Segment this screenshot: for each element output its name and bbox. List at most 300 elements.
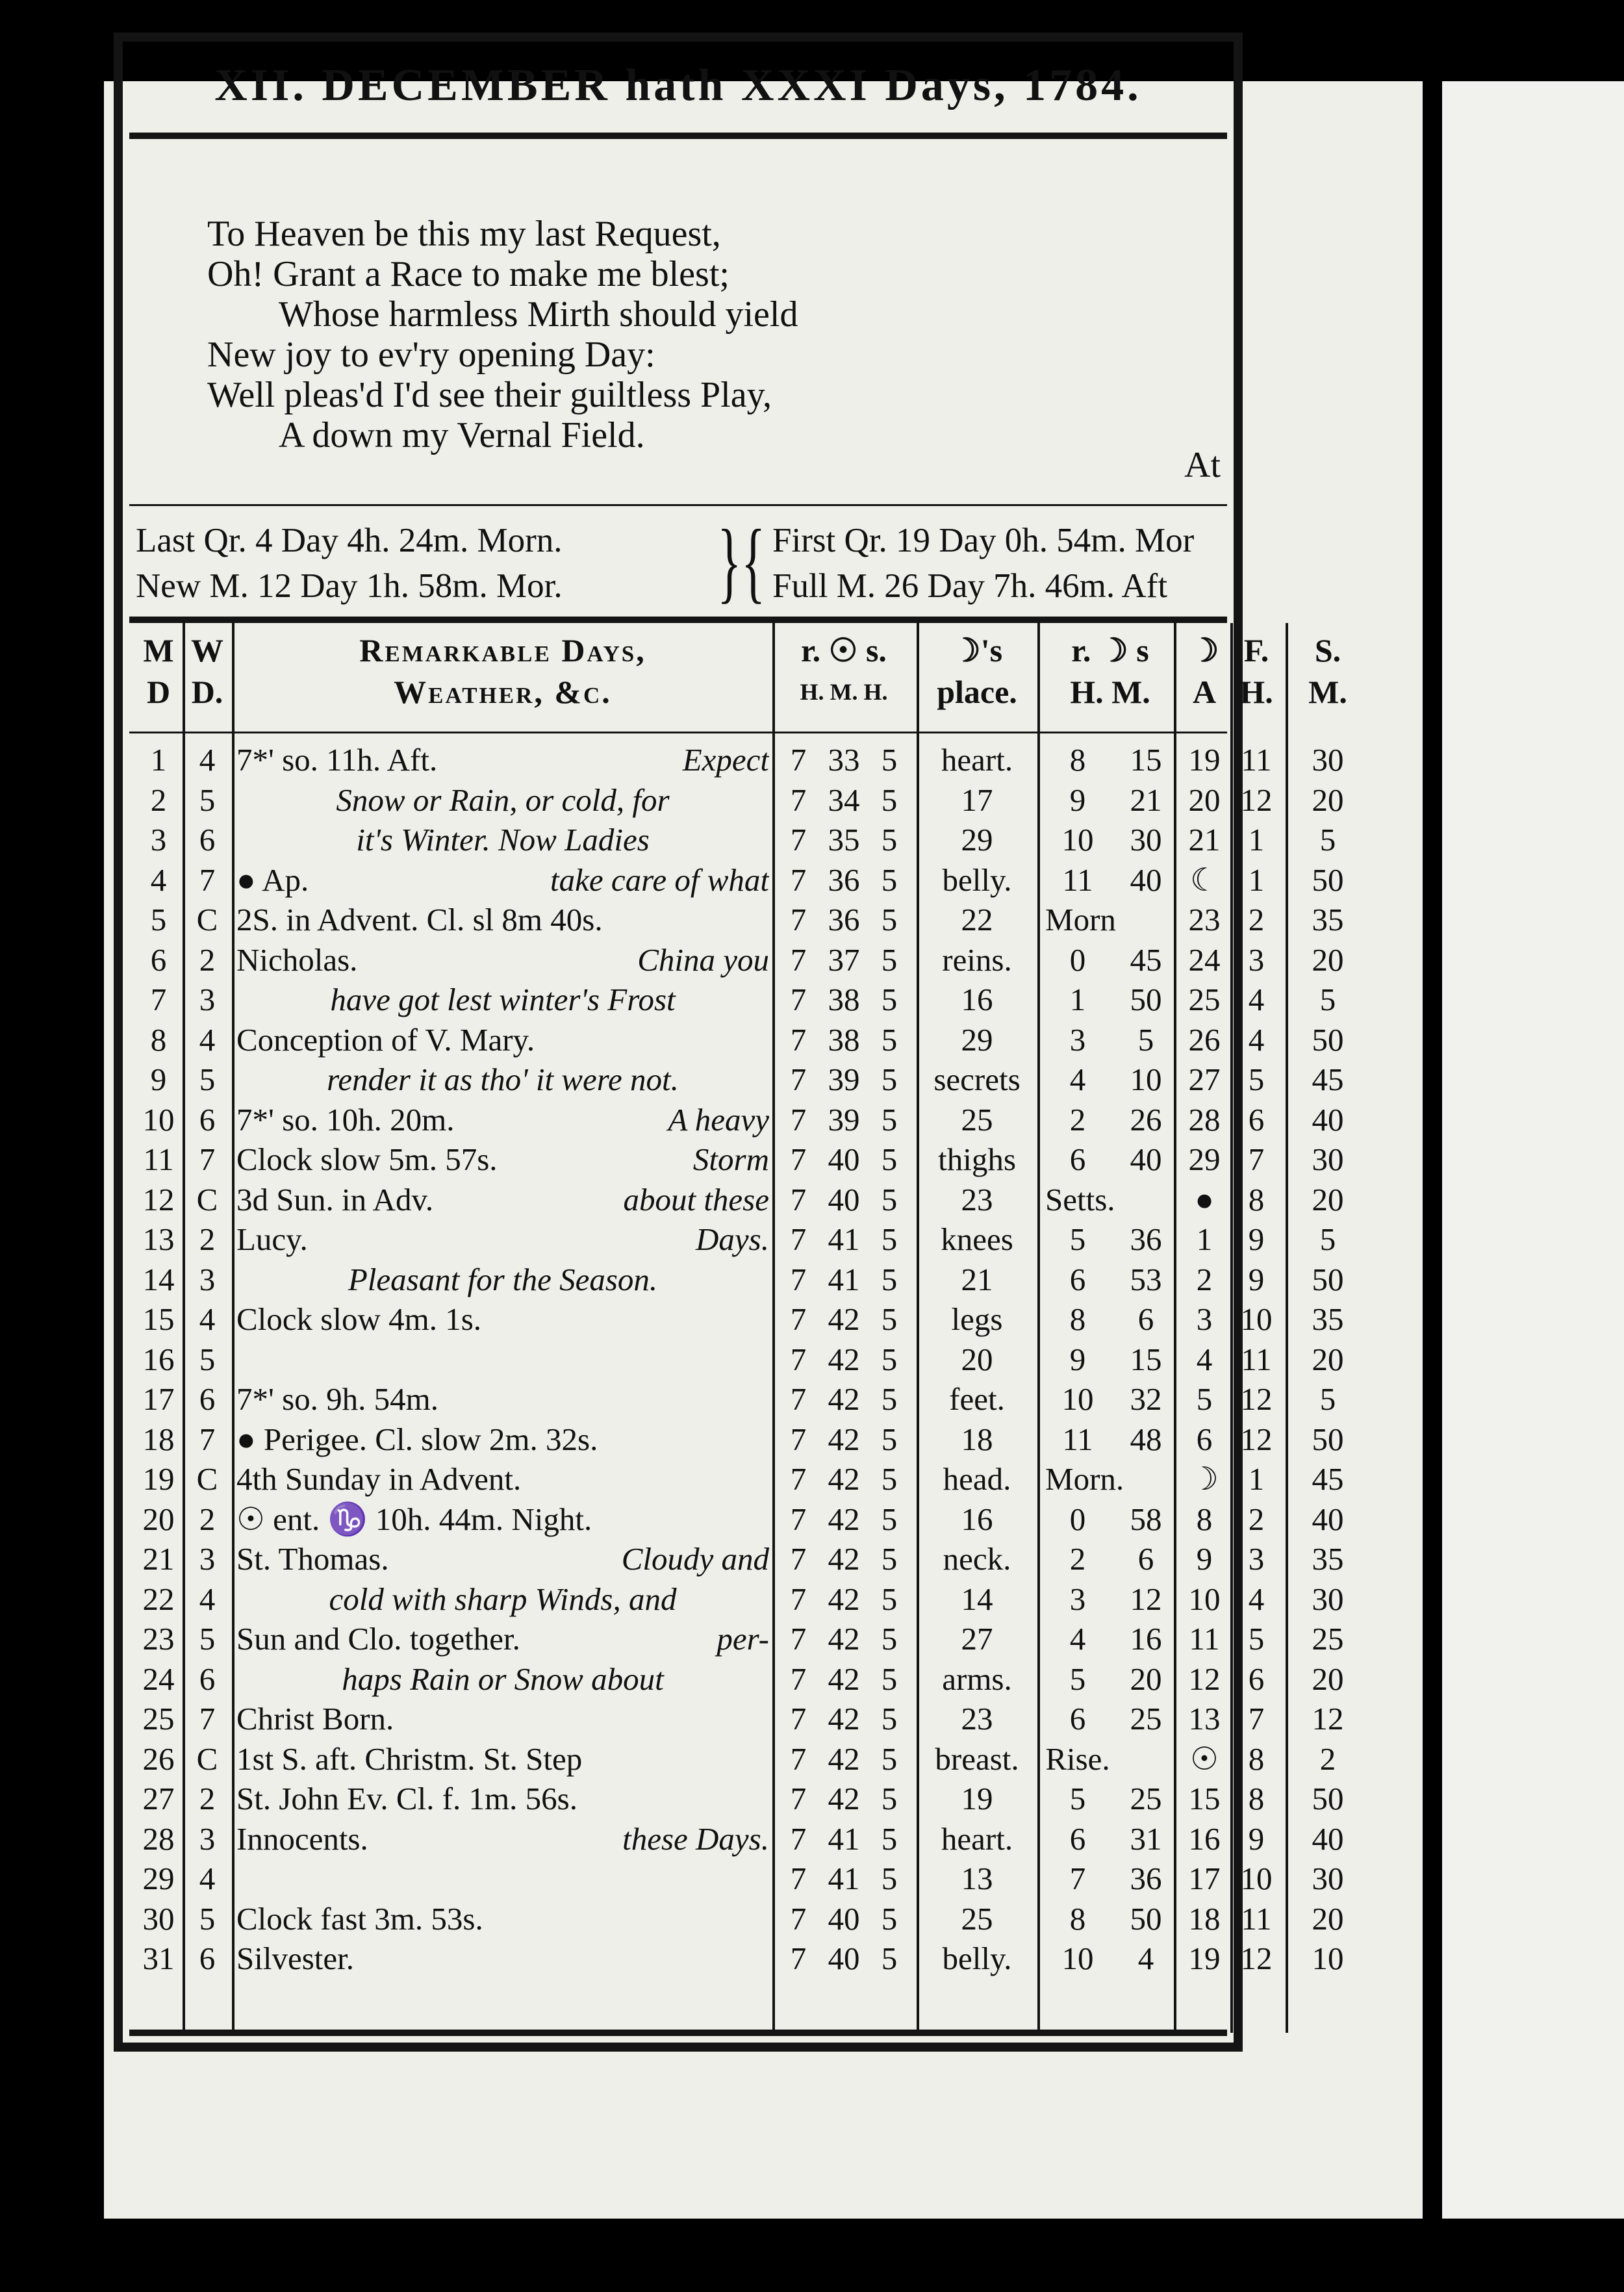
- remarkable-days-text: Conception of V. Mary.: [236, 1021, 535, 1058]
- sunset-hour: 5: [881, 1781, 898, 1816]
- moon-place: feet.: [949, 1381, 1005, 1417]
- sunrise-minute: 42: [828, 1341, 860, 1377]
- sunset-hour: 5: [881, 1221, 898, 1257]
- table-row: [123, 1420, 1344, 1460]
- full-sea-hour: 1: [1248, 861, 1265, 898]
- table-row: [123, 1379, 1336, 1420]
- remarkable-days: [236, 740, 769, 780]
- sunrise-hour: 7: [790, 1740, 807, 1777]
- moon-rise-hour: 3: [1069, 1581, 1086, 1617]
- moon-rise-minute: 40: [1130, 1141, 1162, 1177]
- day-of-month: 31: [142, 1941, 175, 1976]
- day-of-week: C: [196, 1181, 218, 1217]
- weather-text: cold with sharp Winds, and: [329, 1581, 677, 1617]
- weather-text: haps Rain or Snow about: [342, 1661, 664, 1697]
- full-sea-minute: 50: [1312, 1421, 1344, 1457]
- moon-rise-minute: 20: [1130, 1661, 1162, 1697]
- day-of-month: 22: [142, 1581, 175, 1617]
- table-row: [123, 1819, 1344, 1859]
- moon-age: 16: [1188, 1820, 1221, 1857]
- sunset-hour: 5: [881, 902, 898, 937]
- phase-last-quarter: Last Qr. 4 Day 4h. 24m. Morn.: [136, 522, 563, 559]
- table-row: [123, 1260, 1344, 1300]
- sunrise-minute: 40: [828, 1900, 860, 1937]
- sunset-hour: 5: [881, 982, 898, 1017]
- full-sea-hour: 7: [1248, 1701, 1265, 1737]
- remarkable-days: [236, 1819, 769, 1859]
- sunset-hour: 5: [881, 742, 898, 778]
- full-sea-minute: 45: [1312, 1062, 1344, 1097]
- moon-age: 3: [1196, 1301, 1213, 1337]
- full-sea-minute: 20: [1312, 941, 1344, 978]
- weather-text: China you: [637, 941, 769, 978]
- moon-place: breast.: [935, 1740, 1019, 1777]
- calendar-frame: [114, 32, 1347, 2052]
- sunrise-hour: 7: [790, 822, 807, 858]
- moon-rise-hour: 10: [1061, 1381, 1094, 1417]
- sunrise-hour: 7: [790, 1341, 807, 1377]
- sunrise-hour: 7: [790, 861, 807, 898]
- sunrise-minute: 42: [828, 1461, 860, 1497]
- moon-age: 4: [1196, 1341, 1213, 1377]
- remarkable-days: [236, 1739, 769, 1779]
- table-row: [123, 780, 1344, 821]
- sunset-hour: 5: [881, 1941, 898, 1976]
- moon-age: 19: [1188, 1941, 1221, 1976]
- day-of-week: 5: [199, 1621, 216, 1657]
- sunrise-hour: 7: [790, 1181, 807, 1217]
- remarkable-days-text: 7*' so. 9h. 54m.: [236, 1381, 439, 1417]
- moon-place: 13: [961, 1861, 993, 1896]
- header-remarkable-1: Remarkable Days,: [359, 632, 646, 668]
- remarkable-days: [236, 980, 769, 1020]
- sunset-hour: 5: [881, 1181, 898, 1217]
- moon-place: heart.: [941, 1820, 1013, 1857]
- moon-rise-minute: 36: [1130, 1221, 1162, 1257]
- moon-place: 16: [961, 1501, 993, 1537]
- day-of-month: 2: [150, 782, 167, 818]
- sunrise-minute: 40: [828, 1941, 860, 1976]
- day-of-month: 17: [142, 1381, 175, 1417]
- sunrise-minute: 42: [828, 1740, 860, 1777]
- full-sea-minute: 40: [1312, 1501, 1344, 1537]
- moon-rise-hour: 6: [1069, 1701, 1086, 1737]
- full-sea-minute: 30: [1312, 742, 1344, 778]
- weather-text: have got lest winter's Frost: [330, 982, 676, 1017]
- moon-rise-minute: 36: [1130, 1861, 1162, 1896]
- full-sea-minute: 20: [1312, 1181, 1344, 1217]
- remarkable-days: [236, 1779, 769, 1819]
- moon-place: 14: [961, 1581, 993, 1617]
- remarkable-days-text: 4th Sunday in Advent.: [236, 1461, 522, 1497]
- table-row: [123, 1739, 1336, 1779]
- full-sea-hour: 3: [1248, 941, 1265, 978]
- phases-brace: }{: [717, 511, 766, 612]
- phases-top-rule: [129, 504, 1227, 506]
- full-sea-hour: 12: [1240, 1421, 1273, 1457]
- full-sea-hour: 3: [1248, 1541, 1265, 1577]
- full-sea-minute: 50: [1312, 861, 1344, 898]
- table-row: [123, 1299, 1344, 1340]
- moon-rise-hour: 9: [1069, 782, 1086, 818]
- moon-place: 25: [961, 1101, 993, 1138]
- moon-rise-minute: 32: [1130, 1381, 1162, 1417]
- sunrise-minute: 42: [828, 1581, 860, 1617]
- full-sea-minute: 50: [1312, 1261, 1344, 1297]
- remarkable-days-text: Innocents.: [236, 1820, 368, 1857]
- remarkable-days: [236, 1499, 769, 1540]
- remarkable-days: [236, 1140, 769, 1180]
- sunrise-hour: 7: [790, 1541, 807, 1577]
- header-top-rule: [129, 617, 1227, 623]
- day-of-week: 7: [199, 1421, 216, 1457]
- day-of-month: 9: [150, 1062, 167, 1097]
- moon-age: 21: [1188, 822, 1221, 858]
- moon-place: neck.: [943, 1541, 1011, 1577]
- full-sea-hour: 4: [1248, 1581, 1265, 1617]
- full-sea-hour: 5: [1248, 1621, 1265, 1657]
- remarkable-days: [236, 900, 769, 940]
- full-sea-minute: 20: [1312, 782, 1344, 818]
- sunrise-minute: 42: [828, 1781, 860, 1816]
- moon-place: belly.: [942, 861, 1012, 898]
- sunset-hour: 5: [881, 1421, 898, 1457]
- table-row: [123, 860, 1344, 900]
- table-row: [123, 1939, 1344, 1979]
- sunrise-minute: 42: [828, 1501, 860, 1537]
- sunrise-minute: 42: [828, 1421, 860, 1457]
- moon-place: arms.: [942, 1661, 1012, 1697]
- moon-age: ●: [1195, 1181, 1214, 1217]
- remarkable-days-text: Clock slow 4m. 1s.: [236, 1301, 482, 1337]
- full-sea-hour: 4: [1248, 1021, 1265, 1058]
- sunset-hour: 5: [881, 1261, 898, 1297]
- sunrise-hour: 7: [790, 742, 807, 778]
- moon-place: 25: [961, 1900, 993, 1937]
- sunrise-hour: 7: [790, 1221, 807, 1257]
- full-sea-hour: 4: [1248, 982, 1265, 1017]
- day-of-month: 10: [142, 1101, 175, 1138]
- table-row: [123, 1699, 1344, 1739]
- full-sea-minute: 30: [1312, 1861, 1344, 1896]
- header-sun-2: H. M. H.: [800, 679, 888, 705]
- moon-rise-hour: 2: [1069, 1101, 1086, 1138]
- remarkable-days: [236, 1539, 769, 1579]
- moon-rise-minute: 50: [1130, 1900, 1162, 1937]
- table-row: [123, 980, 1336, 1020]
- day-of-week: C: [196, 1740, 218, 1777]
- verse-line: To Heaven be this my last Request,: [207, 214, 721, 254]
- day-of-month: 30: [142, 1900, 175, 1937]
- column-separator: [1286, 623, 1288, 2033]
- moon-rise-minute: 6: [1137, 1301, 1154, 1337]
- remarkable-days-text: Christ Born.: [236, 1701, 394, 1737]
- sunset-hour: 5: [881, 1461, 898, 1497]
- sunrise-hour: 7: [790, 1781, 807, 1816]
- moon-rise-hour: 5: [1069, 1781, 1086, 1816]
- moon-place: 29: [961, 1021, 993, 1058]
- weather-text: Pleasant for the Season.: [348, 1261, 658, 1297]
- day-of-month: 23: [142, 1621, 175, 1657]
- day-of-month: 24: [142, 1661, 175, 1697]
- moon-age: ☉: [1190, 1740, 1219, 1777]
- day-of-month: 7: [150, 982, 167, 1017]
- sunset-hour: 5: [881, 941, 898, 978]
- day-of-month: 15: [142, 1301, 175, 1337]
- moon-rise-hour: 10: [1061, 822, 1094, 858]
- remarkable-days-text: 7*' so. 11h. Aft.: [236, 742, 438, 778]
- remarkable-days-text: Nicholas.: [236, 941, 358, 978]
- day-of-month: 11: [143, 1141, 174, 1177]
- weather-text: these Days.: [622, 1820, 769, 1857]
- moon-age: 23: [1188, 902, 1221, 937]
- sunrise-minute: 42: [828, 1701, 860, 1737]
- weather-text: about these: [623, 1181, 769, 1217]
- moon-rise-hour: 8: [1069, 1900, 1086, 1937]
- moon-place: 27: [961, 1621, 993, 1657]
- full-sea-hour: 12: [1240, 1941, 1273, 1976]
- header-sea-min-2: M.: [1308, 674, 1347, 710]
- day-of-week: 5: [199, 782, 216, 818]
- full-sea-minute: 40: [1312, 1101, 1344, 1138]
- remarkable-days-text: Silvester.: [236, 1941, 355, 1976]
- day-of-week: C: [196, 1461, 218, 1497]
- day-of-week: 6: [199, 1941, 216, 1976]
- day-of-week: 4: [199, 1021, 216, 1058]
- moon-rise-hour: 3: [1069, 1021, 1086, 1058]
- full-sea-minute: 50: [1312, 1021, 1344, 1058]
- table-row: [123, 1899, 1344, 1939]
- moon-rise-hour: 1: [1069, 982, 1086, 1017]
- sunrise-minute: 39: [828, 1062, 860, 1097]
- full-sea-hour: 5: [1248, 1062, 1265, 1097]
- moon-place: 23: [961, 1181, 993, 1217]
- day-of-month: 16: [142, 1341, 175, 1377]
- moon-rise-minute: 58: [1130, 1501, 1162, 1537]
- moon-age: 19: [1188, 742, 1221, 778]
- day-of-month: 8: [150, 1021, 167, 1058]
- full-sea-minute: 35: [1312, 902, 1344, 937]
- sunset-hour: 5: [881, 1661, 898, 1697]
- sunrise-hour: 7: [790, 1581, 807, 1617]
- table-row: [123, 1060, 1344, 1100]
- moon-place: 16: [961, 982, 993, 1017]
- moon-rise-hour: 4: [1069, 1062, 1086, 1097]
- moon-rise-hour: Morn: [1045, 902, 1116, 937]
- sunset-hour: 5: [881, 1341, 898, 1377]
- sunrise-minute: 36: [828, 861, 860, 898]
- moon-rise-hour: 4: [1069, 1621, 1086, 1657]
- table-row: [123, 1859, 1344, 1899]
- moon-place: 22: [961, 902, 993, 937]
- moon-age: 11: [1189, 1621, 1220, 1657]
- full-sea-minute: 20: [1312, 1900, 1344, 1937]
- weather-text: Cloudy and: [621, 1541, 769, 1577]
- remarkable-days-text: ☉ ent. ♑ 10h. 44m. Night.: [236, 1501, 592, 1537]
- full-sea-minute: 10: [1312, 1941, 1344, 1976]
- sunrise-minute: 42: [828, 1381, 860, 1417]
- day-of-month: 29: [142, 1861, 175, 1896]
- full-sea-minute: 40: [1312, 1820, 1344, 1857]
- remarkable-days: [236, 1659, 769, 1700]
- full-sea-minute: 5: [1319, 1381, 1336, 1417]
- remarkable-days: [236, 940, 769, 980]
- weather-text: render it as tho' it were not.: [327, 1062, 679, 1097]
- moon-age: 10: [1188, 1581, 1221, 1617]
- moon-age: 25: [1188, 982, 1221, 1017]
- full-sea-minute: 30: [1312, 1141, 1344, 1177]
- full-sea-hour: 8: [1248, 1181, 1265, 1217]
- phase-first-quarter: First Qr. 19 Day 0h. 54m. Mor: [772, 522, 1195, 559]
- full-sea-hour: 9: [1248, 1221, 1265, 1257]
- moon-rise-minute: 25: [1130, 1781, 1162, 1816]
- table-row: [123, 900, 1344, 940]
- sunset-hour: 5: [881, 1701, 898, 1737]
- sunrise-hour: 7: [790, 1101, 807, 1138]
- moon-rise-hour: 8: [1069, 1301, 1086, 1337]
- sunset-hour: 5: [881, 1861, 898, 1896]
- moon-age: 15: [1188, 1781, 1221, 1816]
- sunrise-hour: 7: [790, 1141, 807, 1177]
- day-of-week: 5: [199, 1900, 216, 1937]
- day-of-month: 25: [142, 1701, 175, 1737]
- table-row: [123, 1020, 1344, 1060]
- day-of-month: 27: [142, 1781, 175, 1816]
- day-of-month: 3: [150, 822, 167, 858]
- moon-rise-hour: 5: [1069, 1221, 1086, 1257]
- day-of-week: C: [196, 902, 218, 937]
- full-sea-minute: 12: [1312, 1701, 1344, 1737]
- table-row: [123, 740, 1344, 780]
- moon-age: 18: [1188, 1900, 1221, 1937]
- day-of-week: 7: [199, 861, 216, 898]
- sunrise-minute: 38: [828, 1021, 860, 1058]
- weather-text: it's Winter. Now Ladies: [356, 822, 650, 858]
- table-row: [123, 1219, 1336, 1260]
- remarkable-days-text: 7*' so. 10h. 20m.: [236, 1101, 455, 1138]
- moon-rise-hour: 0: [1069, 941, 1086, 978]
- sunset-hour: 5: [881, 1021, 898, 1058]
- sunrise-minute: 41: [828, 1861, 860, 1896]
- header-moon-rise-1: r. ☽ s: [1071, 632, 1149, 668]
- remarkable-days-text: Clock fast 3m. 53s.: [236, 1900, 483, 1937]
- moon-place: head.: [943, 1461, 1011, 1497]
- day-of-month: 26: [142, 1740, 175, 1777]
- sunrise-minute: 41: [828, 1820, 860, 1857]
- moon-age: 13: [1188, 1701, 1221, 1737]
- sunrise-hour: 7: [790, 782, 807, 818]
- weather-text: A heavy: [668, 1101, 769, 1138]
- moon-rise-hour: Morn.: [1045, 1461, 1124, 1497]
- header-month-day: M D: [143, 632, 174, 710]
- moon-rise-minute: 21: [1130, 782, 1162, 818]
- header-week-day: W D.: [191, 632, 223, 710]
- moon-rise-hour: Setts.: [1045, 1181, 1115, 1217]
- full-sea-minute: 35: [1312, 1541, 1344, 1577]
- day-of-month: 21: [142, 1541, 175, 1577]
- remarkable-days-text: Clock slow 5m. 57s.: [236, 1141, 498, 1177]
- moon-rise-hour: 0: [1069, 1501, 1086, 1537]
- sunrise-minute: 33: [828, 742, 860, 778]
- remarkable-days: [236, 1299, 769, 1340]
- moon-rise-minute: 45: [1130, 941, 1162, 978]
- moon-rise-hour: 2: [1069, 1541, 1086, 1577]
- moon-place: belly.: [942, 1941, 1012, 1976]
- moon-rise-minute: 4: [1137, 1941, 1154, 1976]
- remarkable-days: [236, 1699, 769, 1739]
- table-row: [123, 1659, 1344, 1700]
- remarkable-days-text: Lucy.: [236, 1221, 308, 1257]
- day-of-week: 2: [199, 1221, 216, 1257]
- sunrise-minute: 40: [828, 1141, 860, 1177]
- day-of-month: 18: [142, 1421, 175, 1457]
- moon-place: 29: [961, 822, 993, 858]
- moon-rise-minute: 53: [1130, 1261, 1162, 1297]
- full-sea-hour: 2: [1248, 902, 1265, 937]
- full-sea-minute: 45: [1312, 1461, 1344, 1497]
- table-row: [123, 820, 1336, 860]
- header-bottom-rule: [129, 732, 1227, 733]
- weather-text: Days.: [696, 1221, 769, 1257]
- sunrise-hour: 7: [790, 902, 807, 937]
- sunset-hour: 5: [881, 1541, 898, 1577]
- moon-place: 17: [961, 782, 993, 818]
- sunset-hour: 5: [881, 1621, 898, 1657]
- moon-rise-minute: 48: [1130, 1421, 1162, 1457]
- moon-age: 2: [1196, 1261, 1213, 1297]
- day-of-month: 5: [150, 902, 167, 937]
- remarkable-days: [236, 1579, 769, 1620]
- verse-block: [207, 214, 1182, 455]
- moon-age: 28: [1188, 1101, 1221, 1138]
- sunrise-hour: 7: [790, 1021, 807, 1058]
- moon-age: 20: [1188, 782, 1221, 818]
- moon-place: 18: [961, 1421, 993, 1457]
- day-of-week: 3: [199, 982, 216, 1017]
- sunset-hour: 5: [881, 1101, 898, 1138]
- moon-age: 17: [1188, 1861, 1221, 1896]
- moon-rise-hour: 5: [1069, 1661, 1086, 1697]
- moon-rise-hour: 11: [1062, 861, 1093, 898]
- verse-line: Well pleas'd I'd see their guiltless Play,: [207, 375, 772, 415]
- day-of-week: 4: [199, 1581, 216, 1617]
- moon-rise-hour: 6: [1069, 1261, 1086, 1297]
- sunrise-hour: 7: [790, 1261, 807, 1297]
- remarkable-days-text: Sun and Clo. together.: [236, 1621, 520, 1657]
- day-of-week: 2: [199, 1781, 216, 1816]
- moon-rise-minute: 31: [1130, 1820, 1162, 1857]
- full-sea-hour: 7: [1248, 1141, 1265, 1177]
- moon-age: 6: [1196, 1421, 1213, 1457]
- remarkable-days: [236, 780, 769, 821]
- day-of-week: 2: [199, 1501, 216, 1537]
- header-full-sea-1: F.: [1243, 632, 1269, 668]
- sunset-hour: 5: [881, 1381, 898, 1417]
- moon-rise-minute: 50: [1130, 982, 1162, 1017]
- full-sea-hour: 11: [1241, 1341, 1272, 1377]
- moon-place: 19: [961, 1781, 993, 1816]
- day-of-month: 28: [142, 1820, 175, 1857]
- verse-line: Whose harmless Mirth should yield: [279, 294, 798, 335]
- full-sea-minute: 20: [1312, 1661, 1344, 1697]
- full-sea-hour: 12: [1240, 1381, 1273, 1417]
- full-sea-minute: 5: [1319, 822, 1336, 858]
- facing-page: [1442, 81, 1624, 2219]
- sunrise-hour: 7: [790, 1062, 807, 1097]
- sunset-hour: 5: [881, 1301, 898, 1337]
- sunrise-minute: 38: [828, 982, 860, 1017]
- full-sea-hour: 11: [1241, 742, 1272, 778]
